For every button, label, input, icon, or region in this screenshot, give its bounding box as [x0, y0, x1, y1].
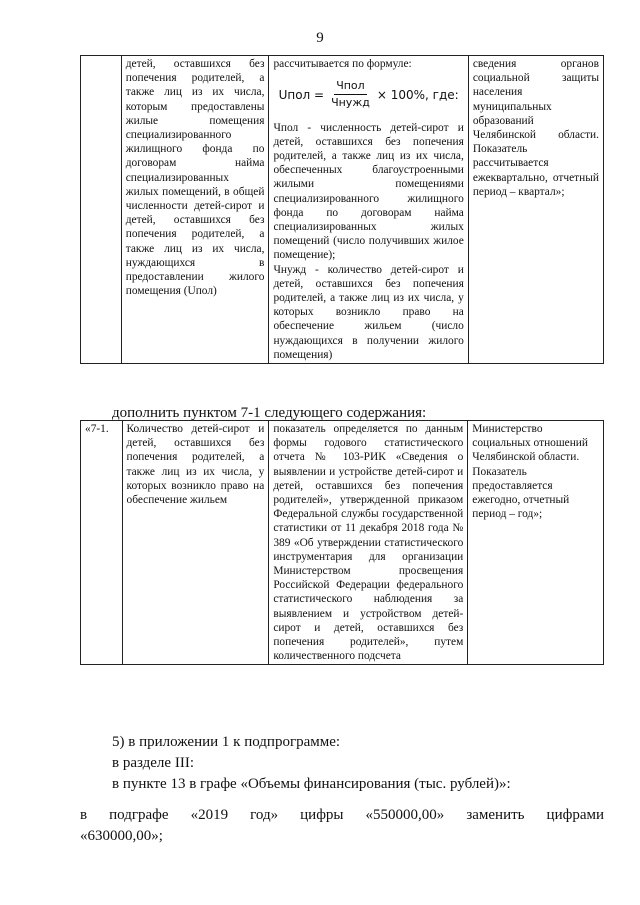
indicator-name-cell: Количество детей-сирот и детей, оставшихся без попечения родителей, а также лиц из их числа, у которых возникло право на обеспечение жильем [122, 421, 269, 665]
definition-chpol: Чпол - численность детей-сирот и детей, оставшихся без попечения родителей, а также лиц из их числа, обеспеченных благоустроенными жилыми помещениями специализированного жилищного фонда по договорам найма специализированных жилых помещений (число получивших жилое помещение); [273, 121, 464, 262]
table-row [81, 56, 604, 364]
indicator-table-new-row [80, 420, 604, 665]
data-source-cell: Министерство социальных отношений Челябинской области. Показатель предоставляется ежегодно, отчетный период – год»; [468, 421, 604, 665]
formula-numerator: Чпол [334, 79, 367, 95]
page-number: 9 [316, 30, 324, 46]
definition-chnuzhd: Чнужд - количество детей-сирот и детей, оставшихся без попечения родителей, а также лиц из их числа, у которых возникло право на обеспечение жильем (число нуждающихся в получении жилого помещения) [273, 263, 464, 361]
data-source-cell: сведения органов социальной защиты населения муниципальных образований Челябинской области. Показатель рассчитывается ежеквартально, отчетный период – квартал»; [468, 56, 603, 364]
method-intro: рассчитывается по формуле: [273, 58, 412, 70]
formula-rhs: × 100%, где: [376, 87, 459, 102]
table-row [81, 421, 604, 665]
formula-lhs: Uпол = [278, 87, 325, 102]
indicator-name-cell: детей, оставшихся без попечения родителей, а также лиц из их числа, которым предоставлены жилые помещения специализированного жилищного фонда по договорам найма специализированных жилых помещений, в общей численности детей-сирот и детей, оставшихся без попечения родителей, а также лиц из их числа, нуждающихся в предоставлении жилого помещения (Uпол) [121, 56, 269, 364]
paragraph-line: в пункте 13 в графе «Объемы финансирования (тыс. рублей)»: [112, 776, 511, 792]
amendment-line: дополнить пунктом 7-1 следующего содержания: [112, 405, 427, 421]
formula-fraction [331, 79, 370, 110]
calculation-method-cell: показатель определяется по данным формы годового статистического отчета № 103-РИК «Сведения о выявлении и устройстве детей-сирот и детей, оставшихся без попечения родителей», утвержденной приказом Федеральной службы государственной статистики от 11 декабря 2018 года № 389 «Об утверждении статистического инструментария для организации Министерством просвещения Российской Федерации федерального статистического наблюдения за выявлением и устройством детей-сирот и детей, оставшихся без попечения родителей», путем количественного подсчета [269, 421, 468, 665]
formula [273, 79, 463, 110]
calculation-method-cell [269, 56, 468, 364]
paragraph-line: в подграфе «2019 год» цифры «550000,00» заменить цифрами [80, 807, 604, 823]
paragraph-line: «630000,00»; [80, 828, 163, 844]
paragraph-line: 5) в приложении 1 к подпрограмме: [112, 734, 341, 750]
indicator-table-continued [80, 55, 604, 364]
number-cell [81, 56, 122, 364]
number-cell: «7-1. [81, 421, 123, 665]
paragraph-line: в разделе III: [112, 755, 194, 771]
formula-denominator: Чнужд [331, 96, 370, 110]
